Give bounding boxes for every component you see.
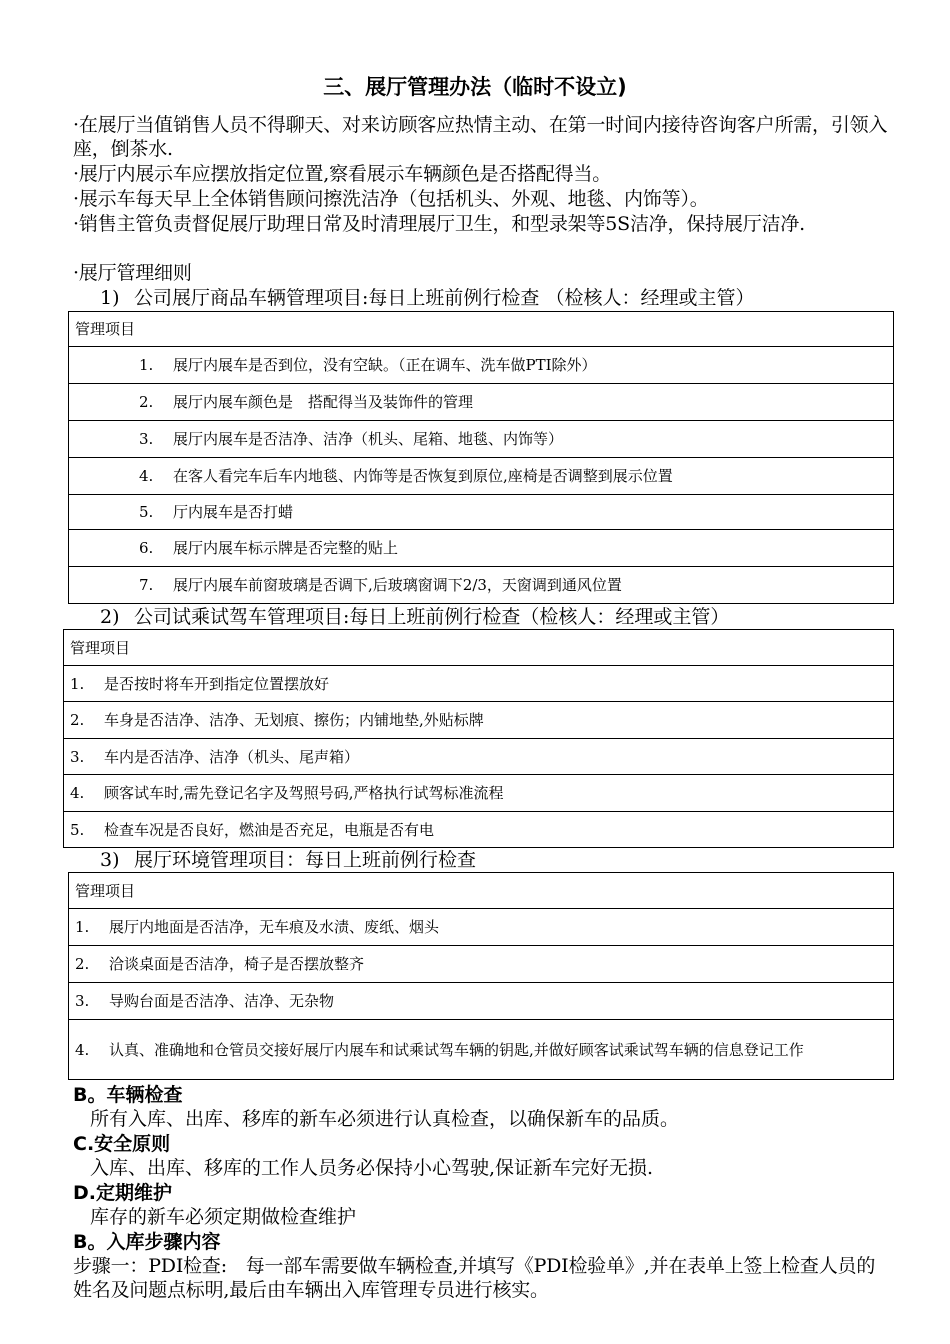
row-number: 2.: [139, 393, 154, 411]
row-text: 是否按时将车开到指定位置摆放好: [104, 674, 330, 693]
table-row: [69, 421, 894, 458]
intro-paragraph-4: ·销售主管负责督促展厅助理日常及时清理展厅卫生，和型录架等5S洁净，保持展厅洁净.: [73, 213, 805, 235]
table-row: [69, 909, 894, 946]
block-heading-safety: C.安全原则: [73, 1133, 171, 1155]
row-text: 认真、准确地和仓管员交接好展厅内展车和试乘试驾车辆的钥匙,并做好顾客试乘试驾车辆的信息登记工作: [109, 1040, 804, 1059]
table-row: [64, 775, 894, 812]
block-heading-vehicle-inspection: B。车辆检查: [73, 1084, 183, 1106]
section1-title: [100, 286, 900, 310]
table-row: [64, 812, 894, 848]
section3-table: [68, 872, 894, 1080]
row-number: 1.: [70, 674, 85, 693]
section3-title-text: 展厅环境管理项目：每日上班前例行检查: [134, 849, 477, 871]
row-text: 展厅内展车颜色是 搭配得当及装饰件的管理: [173, 393, 474, 411]
table-row: [69, 983, 894, 1020]
table-header-row: [64, 630, 894, 666]
row-number: 3.: [139, 430, 154, 448]
intro-paragraph-3: ·展示车每天早上全体销售顾问擦洗洁净（包括机头、外观、地毯、内饰等）。: [73, 188, 709, 210]
row-text: 展厅内展车标示牌是否完整的贴上: [173, 539, 399, 557]
row-number: 5.: [139, 503, 154, 521]
intro-paragraph-1: ·在展厅当值销售人员不得聊天、对来访顾客应热情主动、在第一时间内接待咨询客户所需，引领入座，倒茶水.: [73, 114, 888, 160]
section1-table: [68, 311, 894, 604]
table-row: [64, 739, 894, 775]
table-row: [69, 567, 894, 604]
row-number: 2.: [70, 711, 85, 729]
table-row: [64, 666, 894, 702]
table-header-row: [69, 312, 894, 347]
section3-title: [100, 848, 900, 872]
table-row: [69, 530, 894, 567]
intro-paragraph-5: ·展厅管理细则: [73, 262, 192, 284]
block-heading-maintenance: D.定期维护: [73, 1182, 172, 1204]
row-text: 检查车况是否良好，燃油是否充足，电瓶是否有电: [104, 820, 435, 839]
row-number: 5.: [70, 820, 85, 839]
table-header-row: [69, 873, 894, 909]
table-header-cell: 管理项目: [69, 873, 894, 909]
row-number: 2.: [75, 955, 90, 973]
table-header-cell: 管理项目: [69, 312, 894, 347]
table-row: [64, 702, 894, 739]
row-text: 在客人看完车后车内地毯、内饰等是否恢复到原位,座椅是否调整到展示位置: [173, 467, 673, 485]
section1-number: 1): [100, 287, 120, 309]
row-text: 展厅内展车前窗玻璃是否调下,后玻璃窗调下2/3，天窗调到通风位置: [173, 576, 622, 594]
page-title: 三、展厅管理办法（临时不设立): [323, 75, 627, 99]
section1-title-text: 公司展厅商品车辆管理项目:每日上班前例行检查 （检核人：经理或主管）: [134, 287, 755, 309]
row-text: 展厅内地面是否洁净，无车痕及水渍、废纸、烟头: [109, 918, 440, 936]
row-text: 展厅内展车是否到位，没有空缺。（正在调车、洗车做PTI除外）: [173, 356, 597, 374]
block-text-maintenance: 库存的新车必须定期做检查维护: [90, 1206, 357, 1228]
table-row: [69, 347, 894, 384]
block-heading-storage-steps: B。入库步骤内容: [73, 1231, 221, 1253]
row-number: 7.: [139, 576, 154, 594]
section2-table: [63, 629, 894, 848]
row-number: 1.: [75, 918, 90, 936]
row-text: 车内是否洁净、洁净（机头、尾声箱）: [104, 747, 360, 766]
row-text: 车身是否洁净、洁净、无划痕、擦伤；内铺地垫,外贴标牌: [104, 711, 484, 729]
section2-title-text: 公司试乘试驾车管理项目:每日上班前例行检查（检核人：经理或主管）: [134, 606, 730, 628]
table-row: [69, 384, 894, 421]
row-text: 展厅内展车是否洁净、洁净（机头、尾箱、地毯、内饰等）: [173, 430, 564, 448]
table-row: [69, 1020, 894, 1080]
row-text: 洽谈桌面是否洁净，椅子是否摆放整齐: [109, 955, 365, 973]
row-number: 3.: [75, 992, 90, 1010]
section2-number: 2): [100, 606, 120, 628]
block-text-storage-steps: 步骤一：PDI检查: 每一部车需要做车辆检查,并填写《PDI检验单》,并在表单上签上检查人员的姓名及问题点标明,最后由车辆出入库管理专员进行核实。: [73, 1255, 876, 1301]
row-text: 顾客试车时,需先登记名字及驾照号码,严格执行试驾标准流程: [104, 784, 504, 802]
row-number: 6.: [139, 539, 154, 557]
block-text-safety: 入库、出库、移库的工作人员务必保持小心驾驶,保证新车完好无损.: [90, 1157, 654, 1179]
row-number: 4.: [70, 784, 85, 802]
table-row: [69, 946, 894, 983]
section3-number: 3): [100, 849, 120, 871]
block-text-vehicle-inspection: 所有入库、出库、移库的新车必须进行认真检查，以确保新车的品质。: [90, 1108, 680, 1130]
table-header-cell: 管理项目: [64, 630, 894, 666]
table-row: [69, 495, 894, 530]
row-number: 1.: [139, 356, 154, 374]
section2-title: [100, 605, 900, 629]
row-text: 厅内展车是否打蜡: [173, 503, 294, 521]
row-text: 导购台面是否洁净、洁净、无杂物: [109, 992, 335, 1010]
intro-paragraph-2: ·展厅内展示车应摆放指定位置,察看展示车辆颜色是否搭配得当。: [73, 163, 612, 185]
row-number: 4.: [139, 467, 154, 485]
row-number: 4.: [75, 1040, 90, 1059]
row-number: 3.: [70, 747, 85, 766]
table-row: [69, 458, 894, 495]
